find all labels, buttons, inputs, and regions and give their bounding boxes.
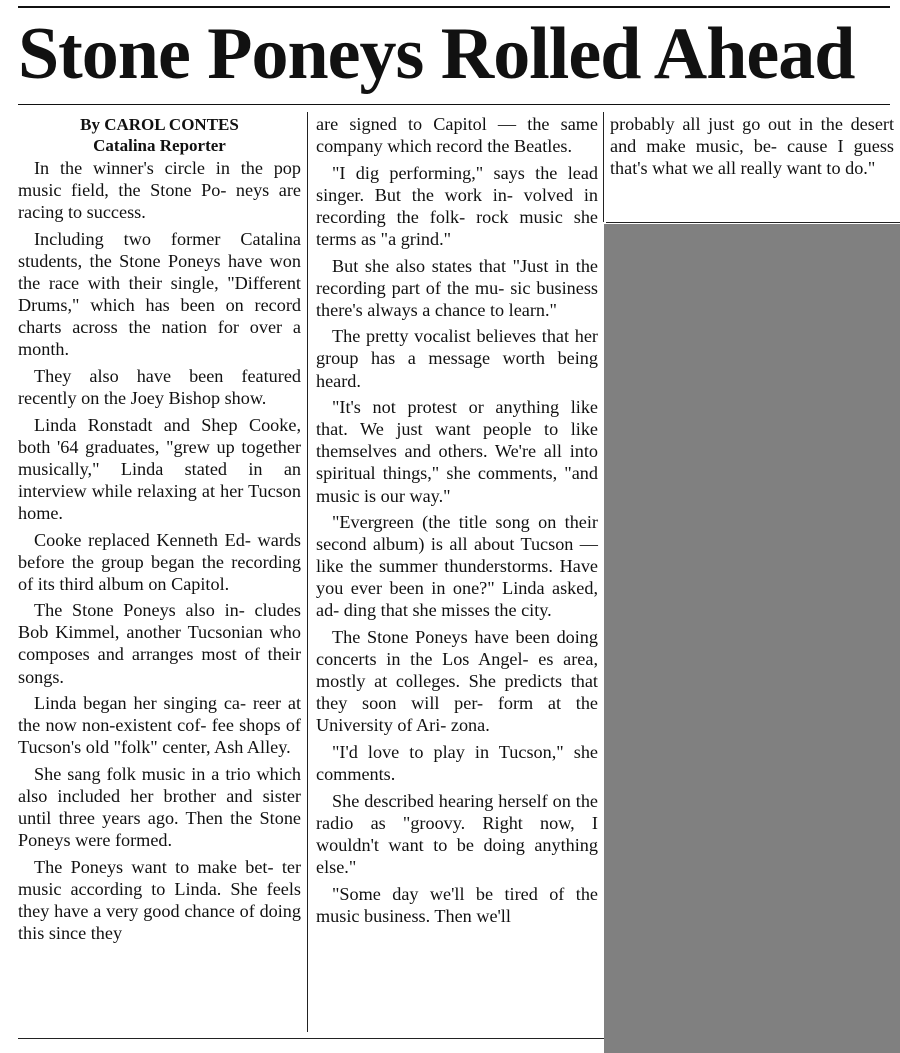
article-paragraph: The pretty vocalist believes that her group has a message worth being heard. bbox=[316, 326, 598, 391]
article-paragraph: The Stone Poneys also in- cludes Bob Kimmel, another Tucsonian who composes and arranges most of their songs. bbox=[18, 600, 301, 687]
article-paragraph: But she also states that "Just in the recording part of the mu- sic business there's always a chance to learn." bbox=[316, 255, 598, 320]
article-column-1 bbox=[18, 114, 301, 949]
article-paragraph: Linda began her singing ca- reer at the now non-existent cof- fee shops of Tucson's old "folk" center, Ash Alley. bbox=[18, 693, 301, 758]
article-paragraph: are signed to Capitol — the same company which record the Beatles. bbox=[316, 114, 598, 157]
article-column-2 bbox=[316, 113, 598, 931]
article-paragraph: She described hearing herself on the radio as "groovy. Right now, I wouldn't want to be doing anything else." bbox=[316, 790, 598, 877]
article-paragraph: In the winner's circle in the pop music field, the Stone Po- neys are racing to success. bbox=[18, 158, 301, 223]
article-paragraph: "Evergreen (the title song on their second album) is all about Tucson — like the summer thunderstorms. Have you ever been in one?" Linda asked, ad- ding that she misses the city. bbox=[316, 512, 598, 621]
article-column-3 bbox=[610, 113, 894, 184]
article-paragraph: Including two former Catalina students, the Stone Poneys have won the race with their single, "Different Drums," which has been on record charts across the nation for over a month. bbox=[18, 228, 301, 360]
article-paragraph: Cooke replaced Kenneth Ed- wards before the group began the recording of its third album on Capitol. bbox=[18, 529, 301, 594]
byline-affiliation: Catalina Reporter bbox=[93, 136, 226, 155]
article-paragraph: "I dig performing," says the lead singer. But the work in- volved in recording the folk- rock music she terms as "a grind." bbox=[316, 162, 598, 249]
article-paragraph: probably all just go out in the desert and make music, be- cause I guess that's what we all really want to do." bbox=[610, 114, 894, 179]
column-divider bbox=[307, 112, 308, 1032]
column-divider bbox=[603, 112, 604, 222]
redacted-photo-area bbox=[604, 224, 900, 1053]
column-end-rule bbox=[606, 222, 900, 223]
article-paragraph: "It's not protest or anything like that. We just want people to like themselves and others. We're all into spiritual things," she comments, "and music is our way." bbox=[316, 397, 598, 506]
article-paragraph: "Some day we'll be tired of the music business. Then we'll bbox=[316, 883, 598, 926]
article-paragraph: The Poneys want to make bet- ter music according to Linda. She feels they have a very good chance of doing this since they bbox=[18, 856, 301, 944]
article-paragraph: She sang folk music in a trio which also included her brother and sister until three years ago. Then the Stone Poneys were formed. bbox=[18, 763, 301, 851]
bottom-rule bbox=[18, 1038, 604, 1039]
article-paragraph: Linda Ronstadt and Shep Cooke, both '64 graduates, "grew up together musically," Linda stated in an interview while relaxing at her Tucson home. bbox=[18, 414, 301, 523]
article-paragraph: The Stone Poneys have been doing concerts in the Los Angel- es area, mostly at colleges. She predicts that they soon will per- form at the University of Ari- zona. bbox=[316, 627, 598, 736]
top-rule bbox=[18, 6, 890, 8]
byline-author: By CAROL CONTES bbox=[80, 115, 239, 134]
article-paragraph: They also have been featured recently on the Joey Bishop show. bbox=[18, 365, 301, 408]
headline: Stone Poneys Rolled Ahead bbox=[18, 13, 855, 95]
headline-rule bbox=[18, 104, 890, 105]
article-paragraph: "I'd love to play in Tucson," she comments. bbox=[316, 742, 598, 785]
